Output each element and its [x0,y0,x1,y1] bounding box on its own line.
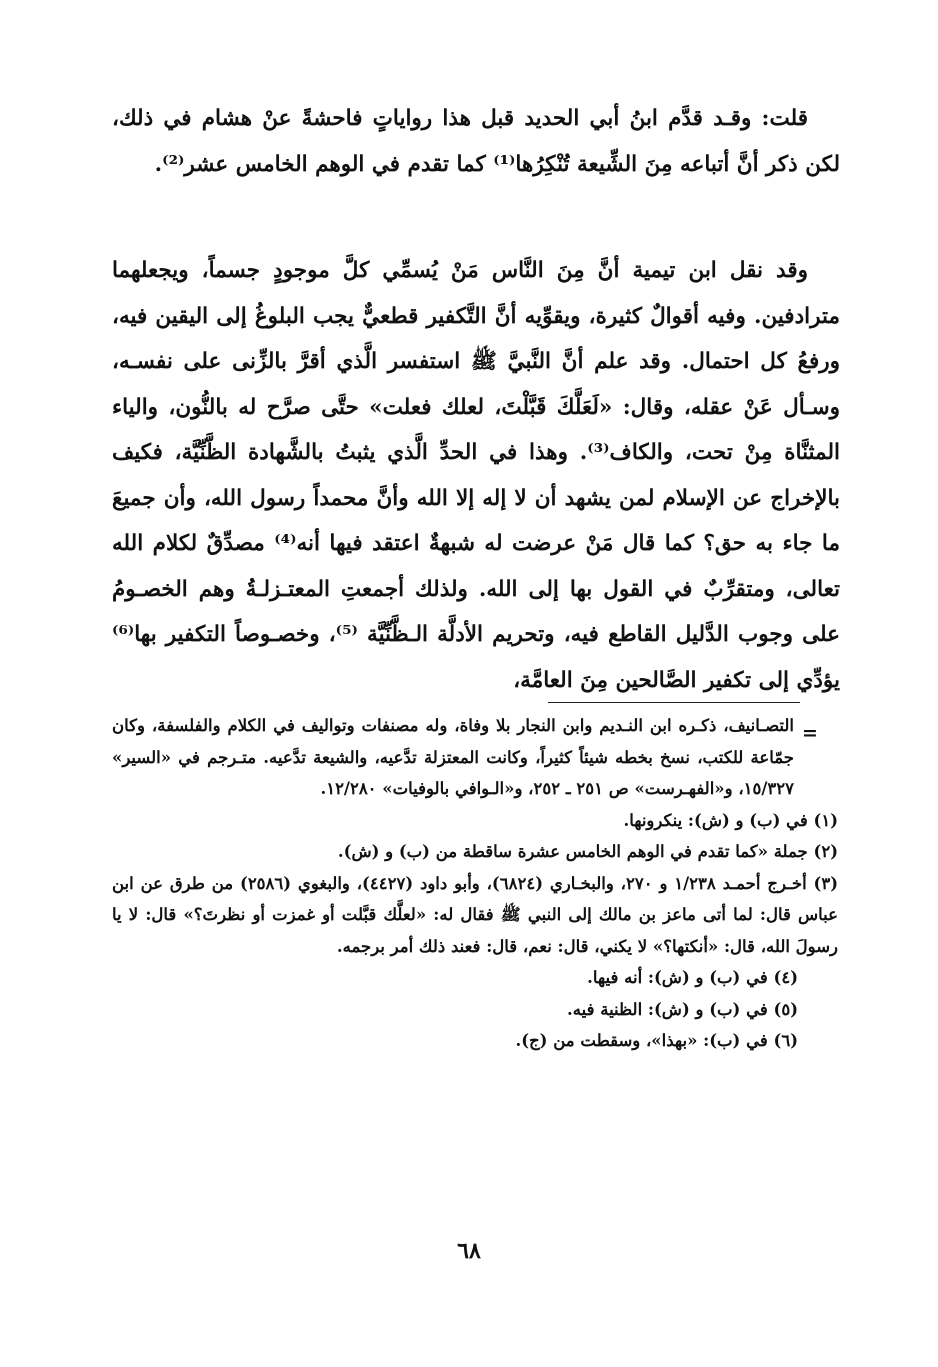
paragraph-text: وقد نقل ابن تيمية أنَّ مِنَ النَّاس مَنْ يُسمِّي كلَّ موجودٍ جسماً، ويجعلهما مترادفين. وفيه أقوالٌ كثيرة، ويقوِّيه أنَّ التَّكفير قطعيٌّ يجب البلوغُ إلى اليقين فيه، ورفعُ كل احتمال. وقد علم أنَّ النَّبيَّ ﷺ استفسر الَّذي أقرَّ بالزِّنى على نفسـه، وسـأل عَنْ عقله، وقال: «لَعَلَّكَ قَبَّلْتَ، لعلك فعلت» حتَّى صرَّح له بالنُّون، والياء المثنَّاة مِنْ تحت، والكاف⁽³⁾. وهذا في الحدِّ الَّذي يثبتُ بالشَّهادة الظَّنِّيَّة، فكيف بالإخراج عن الإسلام لمن يشهد أن لا إله إلا الله وأنَّ محمداً رسول الله، وأن جميعَ ما جاء به حق؟ كما قال مَنْ عرضت له شبهةٌ اعتقد فيها أنه⁽⁴⁾ مصدِّقٌ لكلام الله تعالى، ومتقرِّبٌ في القول بها إلى الله. ولذلك أجمعتِ المعتـزلـةُ وهم الخصـومُ على وجوب الدَّليل القاطع فيه، وتحريم الأدلَّة الـظَّنِّيَّة ⁽⁵⁾، وخصـوصاً التكفير بها⁽⁶⁾ يؤدِّي إلى تكفير الصَّالحين مِنَ العامَّة، [112,258,840,693]
footnote-5: (٥) في (ب) و (ش): الظنية فيه. [567,999,798,1019]
main-paragraph-1 [112,96,840,187]
footnote-divider [548,702,800,703]
main-paragraph-2 [112,248,840,703]
footnote-3: (٣) أخـرج أحمـد ١/٢٣٨ و ٢٧٠، والبخـاري (٦٨٢٤)، وأبو داود (٤٤٢٧)، والبغوي (٢٥٨٦) من طرق عن ابن عباس قال: لما أتى ماعز بن مالك إلى النبي ﷺ فقال له: «لعلَّك قبَّلت أو غمزت أو نظرتَ؟» قال: لا يا رسولَ الله، قال: «أنكتها؟» لا يكني، قال: نعم، قال: فعند ذلك أمر برجمه. [112,873,839,956]
footnote-6: (٦) في (ب): «بهذا»، وسقطت من (ج). [515,1031,798,1050]
footnotes-section [112,710,838,1057]
paragraph-text: قلت: وقـد قدَّم ابنُ أبي الحديد قبل هذا رواياتٍ فاحشةً عنْ هشام في ذلك، لكن ذكر أنَّ أتباعه مِنَ الشِّيعة تُنْكِرُها⁽¹⁾ كما تقدم في الوهم الخامس عشر⁽²⁾. [112,106,840,177]
footnote-continuation-mark: = [802,722,818,744]
footnote-1: (١) في (ب) و (ش): ينكرونها. [623,810,838,830]
footnote-2: (٢) جملة «كما تقدم في الوهم الخامس عشرة ساقطة من (ب) و (ش). [337,842,838,861]
footnote-continuation: التصـانيف، ذكـره ابن النـديم وابن النجار بلا وفاة، وله مصنفات وتواليف في الكلام والفلسفة، وكان جمّاعة للكتب، نسخ بخطه شيئاً كثيراً، وكانت المعتزلة تدَّعيه، والشيعة تدَّعيه. متـرجم في «السير» ١٥/٣٢٧، و«الفهـرست» ص ٢٥١ ـ ٢٥٢، و«الـوافي بالوفيات» ١٢/٢٨٠. [112,716,794,798]
page-number: ٦٨ [457,1238,481,1264]
footnote-4: (٤) في (ب) و (ش): أنه فيها. [587,968,798,987]
